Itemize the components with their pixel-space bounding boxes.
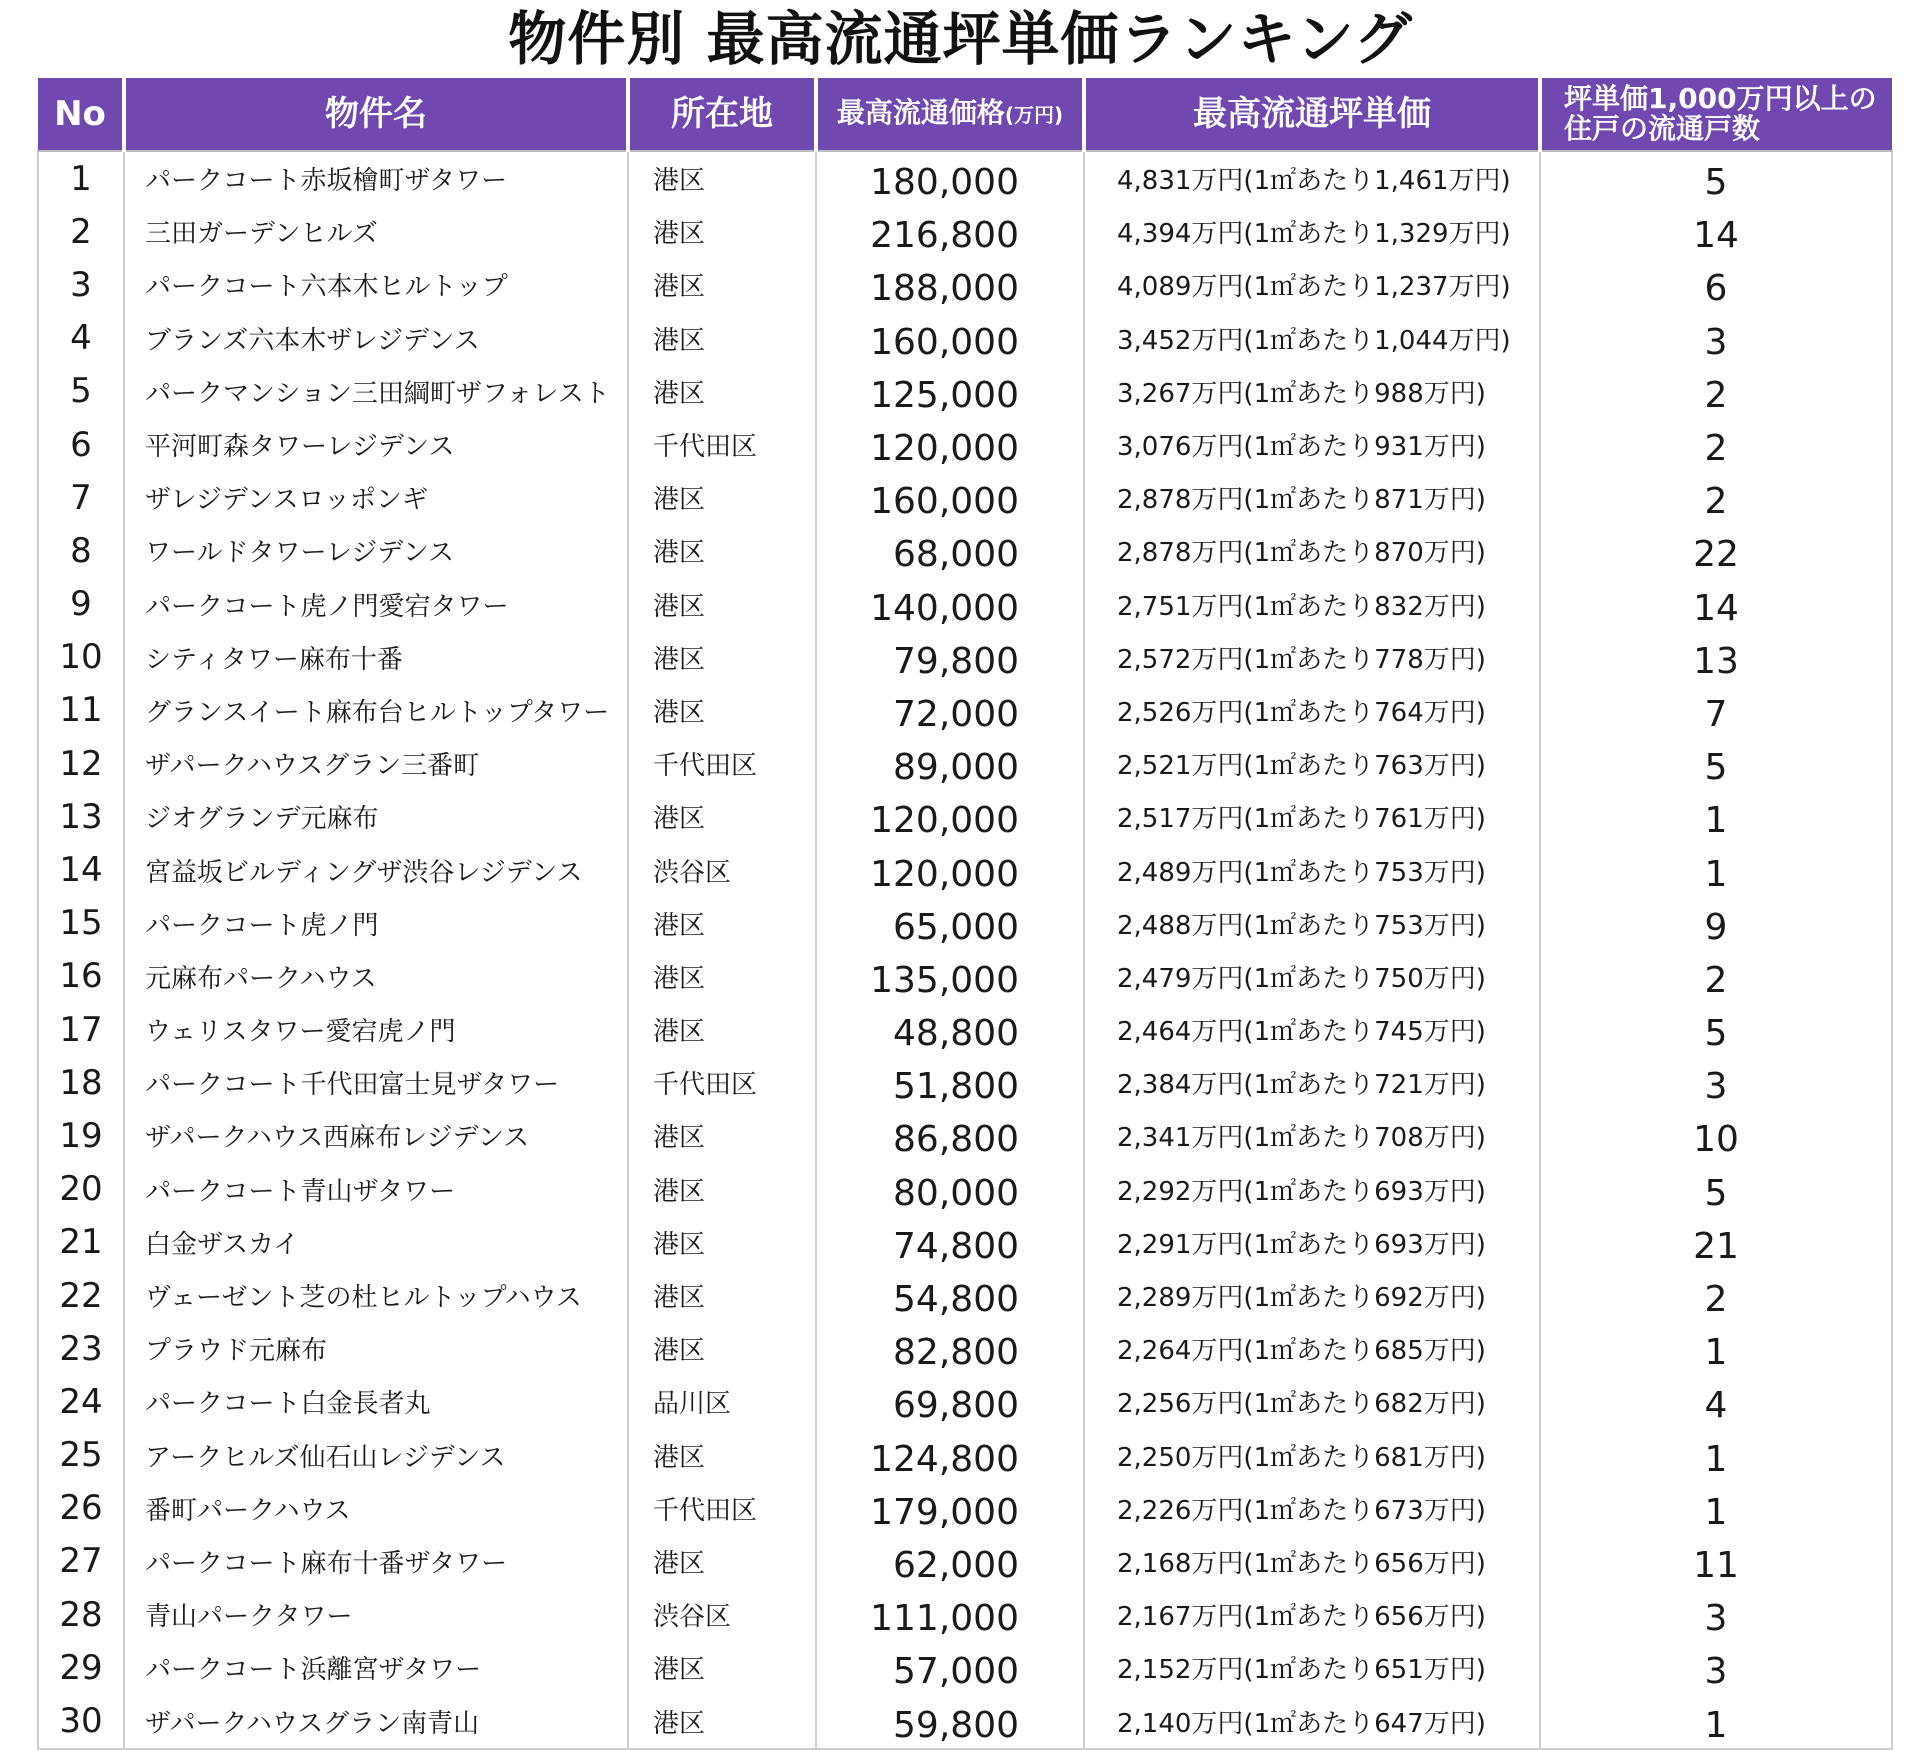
cell-max-unit-price: 2,878万円(1㎡あたり870万円) [1084,524,1540,577]
cell-max-price: 179,000 [816,1482,1084,1535]
cell-no: 23 [38,1322,124,1375]
cell-max-price: 74,800 [816,1216,1084,1269]
cell-max-unit-price: 2,168万円(1㎡あたり656万円) [1084,1535,1540,1588]
cell-max-price: 65,000 [816,897,1084,950]
cell-no: 26 [38,1482,124,1535]
cell-max-unit-price: 2,341万円(1㎡あたり708万円) [1084,1109,1540,1162]
cell-max-price: 57,000 [816,1641,1084,1694]
header-count [1540,78,1892,151]
cell-max-unit-price: 4,831万円(1㎡あたり1,461万円) [1084,151,1540,205]
cell-max-price: 54,800 [816,1269,1084,1322]
cell-location: 港区 [628,1641,816,1694]
cell-max-price: 69,800 [816,1375,1084,1428]
cell-name: パークコート虎ノ門 [124,897,628,950]
table-row [38,631,1892,684]
cell-count: 22 [1540,524,1892,577]
header-row [38,78,1892,151]
cell-max-price: 89,000 [816,737,1084,790]
cell-name: 青山パークタワー [124,1588,628,1641]
cell-no: 4 [38,312,124,365]
cell-max-price: 160,000 [816,471,1084,524]
cell-max-price: 79,800 [816,631,1084,684]
cell-count: 13 [1540,631,1892,684]
cell-max-unit-price: 2,521万円(1㎡あたり763万円) [1084,737,1540,790]
cell-count: 2 [1540,365,1892,418]
cell-max-price: 135,000 [816,950,1084,1003]
cell-no: 9 [38,578,124,631]
cell-location: 品川区 [628,1375,816,1428]
cell-name: ザパークハウスグラン三番町 [124,737,628,790]
cell-name: パークコート麻布十番ザタワー [124,1535,628,1588]
cell-location: 港区 [628,151,816,205]
cell-max-unit-price: 3,452万円(1㎡あたり1,044万円) [1084,312,1540,365]
cell-count: 4 [1540,1375,1892,1428]
cell-location: 港区 [628,1694,816,1748]
table-row [38,578,1892,631]
cell-max-price: 80,000 [816,1163,1084,1216]
table-row [38,950,1892,1003]
cell-name: グランスイート麻布台ヒルトップタワー [124,684,628,737]
cell-location: 港区 [628,1269,816,1322]
cell-no: 14 [38,843,124,896]
cell-max-unit-price: 2,517万円(1㎡あたり761万円) [1084,790,1540,843]
cell-max-unit-price: 4,394万円(1㎡あたり1,329万円) [1084,205,1540,258]
cell-count: 3 [1540,1641,1892,1694]
cell-location: 港区 [628,1003,816,1056]
table-row [38,312,1892,365]
cell-no: 10 [38,631,124,684]
table-body [38,151,1892,1749]
cell-count: 5 [1540,151,1892,205]
header-max-price-label: 最高流通価格 [836,96,1005,129]
cell-max-unit-price: 2,489万円(1㎡あたり753万円) [1084,843,1540,896]
cell-max-price: 160,000 [816,312,1084,365]
cell-max-price: 59,800 [816,1694,1084,1748]
cell-max-unit-price: 2,140万円(1㎡あたり647万円) [1084,1694,1540,1748]
cell-name: パークコート千代田富士見ザタワー [124,1056,628,1109]
cell-max-unit-price: 2,526万円(1㎡あたり764万円) [1084,684,1540,737]
table-row [38,151,1892,205]
cell-location: 港区 [628,684,816,737]
cell-no: 1 [38,151,124,205]
table-row [38,471,1892,524]
cell-count: 2 [1540,471,1892,524]
cell-count: 5 [1540,737,1892,790]
cell-location: 渋谷区 [628,843,816,896]
ranking-table [37,78,1893,1750]
header-name: 物件名 [124,78,628,151]
cell-max-unit-price: 2,292万円(1㎡あたり693万円) [1084,1163,1540,1216]
table-row [38,790,1892,843]
cell-max-unit-price: 2,152万円(1㎡あたり651万円) [1084,1641,1540,1694]
cell-count: 1 [1540,1694,1892,1748]
cell-no: 13 [38,790,124,843]
cell-no: 3 [38,258,124,311]
cell-no: 16 [38,950,124,1003]
cell-location: 千代田区 [628,737,816,790]
cell-name: パークコート赤坂檜町ザタワー [124,151,628,205]
cell-max-price: 124,800 [816,1429,1084,1482]
cell-name: 元麻布パークハウス [124,950,628,1003]
cell-location: 港区 [628,1216,816,1269]
table-row [38,1216,1892,1269]
cell-max-unit-price: 2,167万円(1㎡あたり656万円) [1084,1588,1540,1641]
cell-location: 港区 [628,205,816,258]
cell-max-unit-price: 2,878万円(1㎡あたり871万円) [1084,471,1540,524]
cell-count: 1 [1540,1429,1892,1482]
table-row [38,1056,1892,1109]
cell-name: 白金ザスカイ [124,1216,628,1269]
header-max-price-unit: (万円) [1004,103,1064,127]
header-max-unit-price: 最高流通坪単価 [1084,78,1540,151]
cell-max-unit-price: 4,089万円(1㎡あたり1,237万円) [1084,258,1540,311]
cell-name: ウェリスタワー愛宕虎ノ門 [124,1003,628,1056]
cell-name: 宮益坂ビルディングザ渋谷レジデンス [124,843,628,896]
cell-count: 3 [1540,312,1892,365]
cell-count: 21 [1540,1216,1892,1269]
cell-no: 30 [38,1694,124,1748]
cell-max-unit-price: 2,751万円(1㎡あたり832万円) [1084,578,1540,631]
cell-name: 平河町森タワーレジデンス [124,418,628,471]
cell-max-price: 120,000 [816,790,1084,843]
cell-no: 29 [38,1641,124,1694]
cell-max-price: 188,000 [816,258,1084,311]
cell-count: 1 [1540,790,1892,843]
cell-max-unit-price: 2,250万円(1㎡あたり681万円) [1084,1429,1540,1482]
cell-count: 2 [1540,418,1892,471]
cell-max-price: 120,000 [816,418,1084,471]
header-count-line1: 坪単価1,000万円以上の [1564,82,1877,115]
table-row [38,418,1892,471]
cell-no: 28 [38,1588,124,1641]
cell-location: 港区 [628,1429,816,1482]
cell-count: 2 [1540,950,1892,1003]
cell-name: ジオグランデ元麻布 [124,790,628,843]
cell-location: 渋谷区 [628,1588,816,1641]
cell-name: ブランズ六本木ザレジデンス [124,312,628,365]
cell-max-unit-price: 2,256万円(1㎡あたり682万円) [1084,1375,1540,1428]
table-row [38,684,1892,737]
cell-max-unit-price: 2,264万円(1㎡あたり685万円) [1084,1322,1540,1375]
cell-count: 1 [1540,843,1892,896]
header-count-line2: 住戸の流通戸数 [1564,112,1761,145]
cell-count: 5 [1540,1163,1892,1216]
cell-name: アークヒルズ仙石山レジデンス [124,1429,628,1482]
table-row [38,897,1892,950]
cell-location: 千代田区 [628,1056,816,1109]
cell-name: プラウド元麻布 [124,1322,628,1375]
cell-name: パークコート青山ザタワー [124,1163,628,1216]
cell-max-price: 216,800 [816,205,1084,258]
cell-name: ザパークハウス西麻布レジデンス [124,1109,628,1162]
cell-count: 5 [1540,1003,1892,1056]
table-row [38,843,1892,896]
cell-no: 11 [38,684,124,737]
cell-count: 1 [1540,1482,1892,1535]
cell-max-unit-price: 3,267万円(1㎡あたり988万円) [1084,365,1540,418]
cell-location: 港区 [628,1535,816,1588]
cell-location: 港区 [628,258,816,311]
cell-name: 三田ガーデンヒルズ [124,205,628,258]
cell-no: 27 [38,1535,124,1588]
cell-max-price: 120,000 [816,843,1084,896]
cell-location: 千代田区 [628,1482,816,1535]
cell-no: 2 [38,205,124,258]
table-row [38,1322,1892,1375]
cell-count: 10 [1540,1109,1892,1162]
cell-count: 14 [1540,578,1892,631]
cell-location: 港区 [628,524,816,577]
cell-name: 番町パークハウス [124,1482,628,1535]
cell-count: 1 [1540,1322,1892,1375]
cell-name: パークマンション三田綱町ザフォレスト [124,365,628,418]
cell-count: 9 [1540,897,1892,950]
cell-no: 7 [38,471,124,524]
table-row [38,205,1892,258]
cell-count: 6 [1540,258,1892,311]
table-row [38,1109,1892,1162]
table-row [38,1269,1892,1322]
cell-location: 港区 [628,312,816,365]
table-row [38,1375,1892,1428]
cell-name: ザレジデンスロッポンギ [124,471,628,524]
cell-count: 14 [1540,205,1892,258]
cell-no: 8 [38,524,124,577]
header-no: No [38,78,124,151]
cell-name: パークコート虎ノ門愛宕タワー [124,578,628,631]
cell-name: ワールドタワーレジデンス [124,524,628,577]
cell-no: 25 [38,1429,124,1482]
table-row [38,524,1892,577]
cell-no: 22 [38,1269,124,1322]
cell-max-price: 82,800 [816,1322,1084,1375]
cell-location: 港区 [628,471,816,524]
cell-no: 24 [38,1375,124,1428]
cell-name: シティタワー麻布十番 [124,631,628,684]
cell-max-unit-price: 3,076万円(1㎡あたり931万円) [1084,418,1540,471]
cell-max-unit-price: 2,226万円(1㎡あたり673万円) [1084,1482,1540,1535]
table-row [38,1429,1892,1482]
cell-location: 千代田区 [628,418,816,471]
cell-count: 11 [1540,1535,1892,1588]
cell-count: 7 [1540,684,1892,737]
cell-name: ヴェーゼント芝の杜ヒルトップハウス [124,1269,628,1322]
cell-max-unit-price: 2,384万円(1㎡あたり721万円) [1084,1056,1540,1109]
cell-max-price: 72,000 [816,684,1084,737]
cell-no: 19 [38,1109,124,1162]
header-max-price [816,78,1084,151]
cell-max-unit-price: 2,464万円(1㎡あたり745万円) [1084,1003,1540,1056]
table-row [38,1003,1892,1056]
table-row [38,1163,1892,1216]
cell-location: 港区 [628,897,816,950]
cell-no: 6 [38,418,124,471]
cell-max-price: 62,000 [816,1535,1084,1588]
cell-no: 20 [38,1163,124,1216]
table-row [38,1694,1892,1748]
cell-location: 港区 [628,578,816,631]
cell-max-price: 140,000 [816,578,1084,631]
cell-max-price: 68,000 [816,524,1084,577]
cell-location: 港区 [628,1163,816,1216]
table-row [38,1588,1892,1641]
table-row [38,1641,1892,1694]
cell-max-unit-price: 2,291万円(1㎡あたり693万円) [1084,1216,1540,1269]
cell-name: パークコート六本木ヒルトップ [124,258,628,311]
cell-count: 2 [1540,1269,1892,1322]
cell-max-unit-price: 2,479万円(1㎡あたり750万円) [1084,950,1540,1003]
cell-name: パークコート浜離宮ザタワー [124,1641,628,1694]
cell-location: 港区 [628,1109,816,1162]
cell-location: 港区 [628,365,816,418]
cell-max-unit-price: 2,488万円(1㎡あたり753万円) [1084,897,1540,950]
cell-max-price: 111,000 [816,1588,1084,1641]
table-row [38,737,1892,790]
cell-name: ザパークハウスグラン南青山 [124,1694,628,1748]
cell-max-price: 180,000 [816,151,1084,205]
cell-count: 3 [1540,1588,1892,1641]
table-row [38,258,1892,311]
cell-no: 15 [38,897,124,950]
cell-no: 12 [38,737,124,790]
table-row [38,1482,1892,1535]
cell-count: 3 [1540,1056,1892,1109]
header-location: 所在地 [628,78,816,151]
cell-no: 21 [38,1216,124,1269]
cell-max-unit-price: 2,572万円(1㎡あたり778万円) [1084,631,1540,684]
table-row [38,1535,1892,1588]
cell-location: 港区 [628,1322,816,1375]
cell-location: 港区 [628,950,816,1003]
cell-no: 18 [38,1056,124,1109]
cell-max-price: 86,800 [816,1109,1084,1162]
cell-location: 港区 [628,790,816,843]
table-row [38,365,1892,418]
cell-max-price: 48,800 [816,1003,1084,1056]
cell-no: 17 [38,1003,124,1056]
cell-name: パークコート白金長者丸 [124,1375,628,1428]
cell-max-price: 125,000 [816,365,1084,418]
cell-location: 港区 [628,631,816,684]
cell-max-unit-price: 2,289万円(1㎡あたり692万円) [1084,1269,1540,1322]
cell-no: 5 [38,365,124,418]
page-title: 物件別 最高流通坪単価ランキング [508,5,1413,73]
cell-max-price: 51,800 [816,1056,1084,1109]
